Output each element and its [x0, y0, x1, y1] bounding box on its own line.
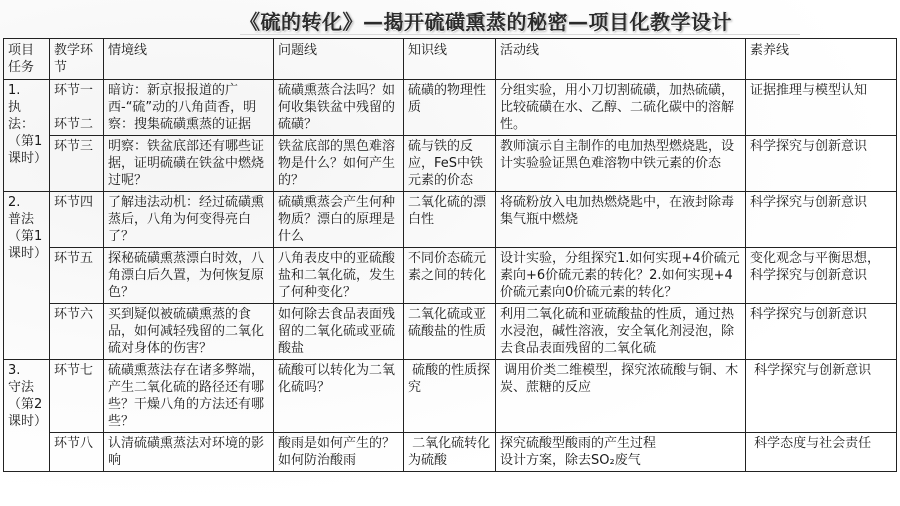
literacy-cell: 科学态度与社会责任 — [746, 433, 897, 472]
stage-cell: 环节三 — [50, 136, 104, 192]
context-cell: 买到疑似被硫磺熏蒸的食品，如何减轻残留的二氧化硫对身体的伤害？ — [104, 304, 274, 360]
context-cell: 硫磺熏蒸法存在诸多弊端，产生二氧化硫的路径还有哪些？干燥八角的方法还有哪些？ — [104, 360, 274, 433]
literacy-cell: 变化观念与平衡思想，科学探究与创新意识 — [746, 248, 897, 304]
knowledge-cell: 硫磺的物理性质 — [404, 80, 496, 136]
stage-cell: 环节七 — [50, 360, 104, 433]
question-cell: 如何除去食品表面残留的二氧化硫或亚硫酸盐 — [274, 304, 404, 360]
stage-cell: 环节四 — [50, 192, 104, 248]
activity-cell: 将硫粉放入电加热燃烧匙中，在液封除毒集气瓶中燃烧 — [496, 192, 746, 248]
page-title: 《硫的转化》—揭开硫磺熏蒸的秘密—项目化教学设计 — [240, 6, 800, 35]
literacy-cell: 科学探究与创新意识 — [746, 360, 897, 433]
knowledge-cell: 硫与铁的反应，FeS中铁元素的价态 — [404, 136, 496, 192]
question-cell: 硫磺熏蒸合法吗？如何收集铁盆中残留的硫磺？ — [274, 80, 404, 136]
stage-cell: 环节五 — [50, 248, 104, 304]
knowledge-cell: 硫酸的性质探究 — [404, 360, 496, 433]
literacy-cell: 科学探究与创新意识 — [746, 136, 897, 192]
activity-cell: 探究硫酸型酸雨的产生过程 设计方案，除去SO₂废气 — [496, 433, 746, 472]
activity-cell: 利用二氧化硫和亚硫酸盐的性质，通过热水浸泡，碱性溶液，安全氧化剂浸泡，除去食品表面残留的二氧化硫 — [496, 304, 746, 360]
activity-cell: 分组实验，用小刀切割硫磺，加热硫磺，比较硫磺在水、乙醇、二硫化碳中的溶解性。 — [496, 80, 746, 136]
question-cell: 铁盆底部的黑色难溶物是什么？如何产生的？ — [274, 136, 404, 192]
knowledge-cell: 二氧化硫或亚硫酸盐的性质 — [404, 304, 496, 360]
task-cell: 1. 执法： （第1 课时） — [4, 80, 50, 192]
table-row — [4, 136, 897, 192]
header-cell-stage: 教学环节 — [50, 39, 104, 80]
question-cell: 八角表皮中的亚硫酸盐和二氧化硫，发生了何种变化？ — [274, 248, 404, 304]
context-cell: 了解违法动机：经过硫磺熏蒸后，八角为何变得亮白了？ — [104, 192, 274, 248]
header-cell-context: 情境线 — [104, 39, 274, 80]
header-cell-question: 问题线 — [274, 39, 404, 80]
activity-cell: 设计实验，分组探究1.如何实现+4价硫元素向+6价硫元素的转化？2.如何实现+4价硫元素向0价硫元素的转化？ — [496, 248, 746, 304]
context-cell: 探秘硫磺熏蒸漂白时效，八角漂白后久置，为何恢复原色？ — [104, 248, 274, 304]
lesson-plan-table — [3, 38, 897, 472]
activity-cell: 教师演示自主制作的电加热型燃烧匙，设计实验验证黑色难溶物中铁元素的价态 — [496, 136, 746, 192]
question-cell: 硫磺熏蒸会产生何种物质？漂白的原理是什么 — [274, 192, 404, 248]
knowledge-cell: 二氧化硫的漂白性 — [404, 192, 496, 248]
context-cell: 暗访：新京报报道的广西-“硫”动的八角茴香，明察：搜集硫磺熏蒸的证据 — [104, 80, 274, 136]
header-cell-task: 项目任务 — [4, 39, 50, 80]
table-row — [4, 433, 897, 472]
literacy-cell: 科学探究与创新意识 — [746, 192, 897, 248]
table-row — [4, 248, 897, 304]
stage-cell: 环节六 — [50, 304, 104, 360]
question-cell: 硫酸可以转化为二氧化硫吗？ — [274, 360, 404, 433]
header-cell-literacy: 素养线 — [746, 39, 897, 80]
table-row — [4, 304, 897, 360]
table-row — [4, 80, 897, 136]
stage-cell: 环节八 — [50, 433, 104, 472]
literacy-cell: 科学探究与创新意识 — [746, 304, 897, 360]
header-cell-knowledge: 知识线 — [404, 39, 496, 80]
task-cell: 2. 普法 （第1 课时） — [4, 192, 50, 360]
question-cell: 酸雨是如何产生的？如何防治酸雨 — [274, 433, 404, 472]
literacy-cell: 证据推理与模型认知 — [746, 80, 897, 136]
table-row — [4, 192, 897, 248]
table-header-row — [4, 39, 897, 80]
task-cell: 3. 守法 （第2 课时） — [4, 360, 50, 472]
context-cell: 认清硫磺熏蒸法对环境的影响 — [104, 433, 274, 472]
knowledge-cell: 二氧化硫转化为硫酸 — [404, 433, 496, 472]
header-cell-activity: 活动线 — [496, 39, 746, 80]
activity-cell: 调用价类二维模型，探究浓硫酸与铜、木炭、蔗糖的反应 — [496, 360, 746, 433]
context-cell: 明察：铁盆底部还有哪些证据，证明硫磺在铁盆中燃烧过呢？ — [104, 136, 274, 192]
table-row — [4, 360, 897, 433]
knowledge-cell: 不同价态硫元素之间的转化 — [404, 248, 496, 304]
stage-cell: 环节一 环节二 — [50, 80, 104, 136]
